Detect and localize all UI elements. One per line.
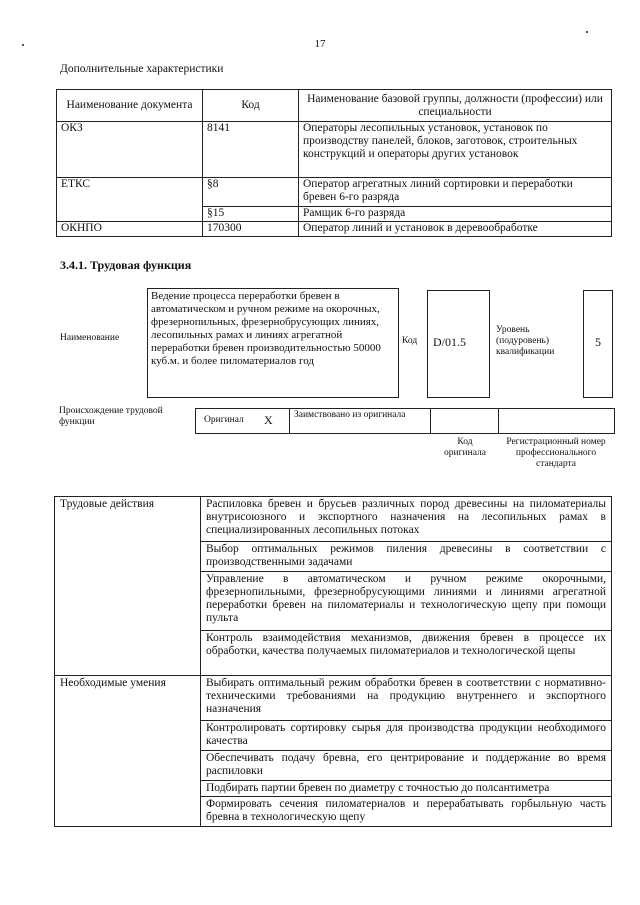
action-item: Управление в автоматическом и ручном режиме окорочными, фрезернопильными, фрезернобрусующими линиями и линиями агрегатной переработки бревен на пиломатериалы и технологическую щепу при помощи пульта	[201, 572, 612, 631]
origin-divider	[430, 409, 431, 433]
scan-speck	[586, 31, 588, 33]
additional-header-row	[57, 90, 612, 122]
actions-label: Трудовые действия	[55, 497, 201, 676]
row-code: 170300	[203, 222, 299, 237]
function-code-value: D/01.5	[433, 335, 466, 349]
original-mark: X	[264, 413, 273, 427]
action-item: Контроль взаимодействия механизмов, движения бревен в процессе их обработки, качества получаемых пиломатериалов и технологической щепы	[201, 631, 612, 676]
skill-item: Контролировать сортировку сырья для производства продукции необходимого качества	[201, 721, 612, 751]
row-name: Операторы лесопильных установок, установок по производству панелей, блоков, заготовок, строительных конструкций и операторы других установок	[299, 122, 612, 178]
level-box	[583, 290, 613, 398]
reg-number-caption: Регистрационный номер профессионального стандарта	[506, 437, 606, 469]
row-code: §8	[203, 178, 299, 207]
orig-code-caption: Код оригинала	[444, 437, 486, 458]
table-row	[57, 178, 612, 207]
table-row	[55, 497, 612, 542]
origin-divider	[498, 409, 499, 433]
original-label: Оригинал	[204, 415, 244, 425]
col-code-header: Код	[203, 90, 299, 122]
row-doc: ЕТКС	[57, 178, 203, 222]
col-doc-header: Наименование документа	[57, 90, 203, 122]
page-number: 17	[314, 38, 326, 50]
skills-label: Необходимые умения	[55, 676, 201, 827]
col-name-header: Наименование базовой группы, должности (профессии) или специальности	[299, 90, 612, 122]
level-value: 5	[595, 335, 601, 349]
row-doc: ОКНПО	[57, 222, 203, 237]
skill-item: Подбирать партии бревен по диаметру с точностью до полсантиметра	[201, 781, 612, 797]
skill-item: Формировать сечения пиломатериалов и перерабатывать горбыльную часть бревна в технологическую щепу	[201, 797, 612, 827]
origin-box	[195, 408, 615, 434]
row-code: 8141	[203, 122, 299, 178]
origin-divider	[289, 409, 290, 433]
code-label: Код	[402, 336, 418, 346]
row-code: §15	[203, 207, 299, 222]
borrowed-label: Заимствовано из оригинала	[294, 410, 406, 420]
origin-label: Происхождение трудовой функции	[59, 406, 163, 427]
level-label: Уровень (подуровень) квалификации	[496, 325, 555, 357]
table-row	[55, 676, 612, 721]
row-name: Оператор агрегатных линий сортировки и переработки бревен 6-го разряда	[299, 178, 612, 207]
skill-item: Выбирать оптимальный режим обработки бревен в соответствии с нормативно-техническими требованиями на продукцию внутреннего и экспортного назначения	[201, 676, 612, 721]
table-row	[57, 122, 612, 178]
additional-heading: Дополнительные характеристики	[60, 63, 224, 75]
row-name: Оператор линий и установок в деревообработке	[299, 222, 612, 237]
name-label: Наименование	[60, 333, 120, 343]
function-name-box: Ведение процесса переработки бревен в автоматическом и ручном режиме на окорочных, фрезернопильных, фрезернобрусующих линиях, лесопильных рамах и линиях агрегатной переработки бревен производительностью 50000 куб.м. и более пиломатериалов год	[147, 288, 399, 398]
row-name: Рамщик 6-го разряда	[299, 207, 612, 222]
table-row	[57, 222, 612, 237]
action-item: Выбор оптимальных режимов пиления древесины в соответствии с производственными задачами	[201, 542, 612, 572]
tasks-table	[54, 496, 612, 827]
action-item: Распиловка бревен и брусьев различных пород древесины на пиломатериалы внутрисоюзного и экспортного назначения на лесопильных рамах в специализированных лесопильных потоках	[201, 497, 612, 542]
function-heading: 3.4.1. Трудовая функция	[60, 258, 192, 272]
row-doc: ОКЗ	[57, 122, 203, 178]
function-code-box	[427, 290, 490, 398]
additional-table	[56, 89, 612, 237]
skill-item: Обеспечивать подачу бревна, его центрирование и поддержание во время распиловки	[201, 751, 612, 781]
